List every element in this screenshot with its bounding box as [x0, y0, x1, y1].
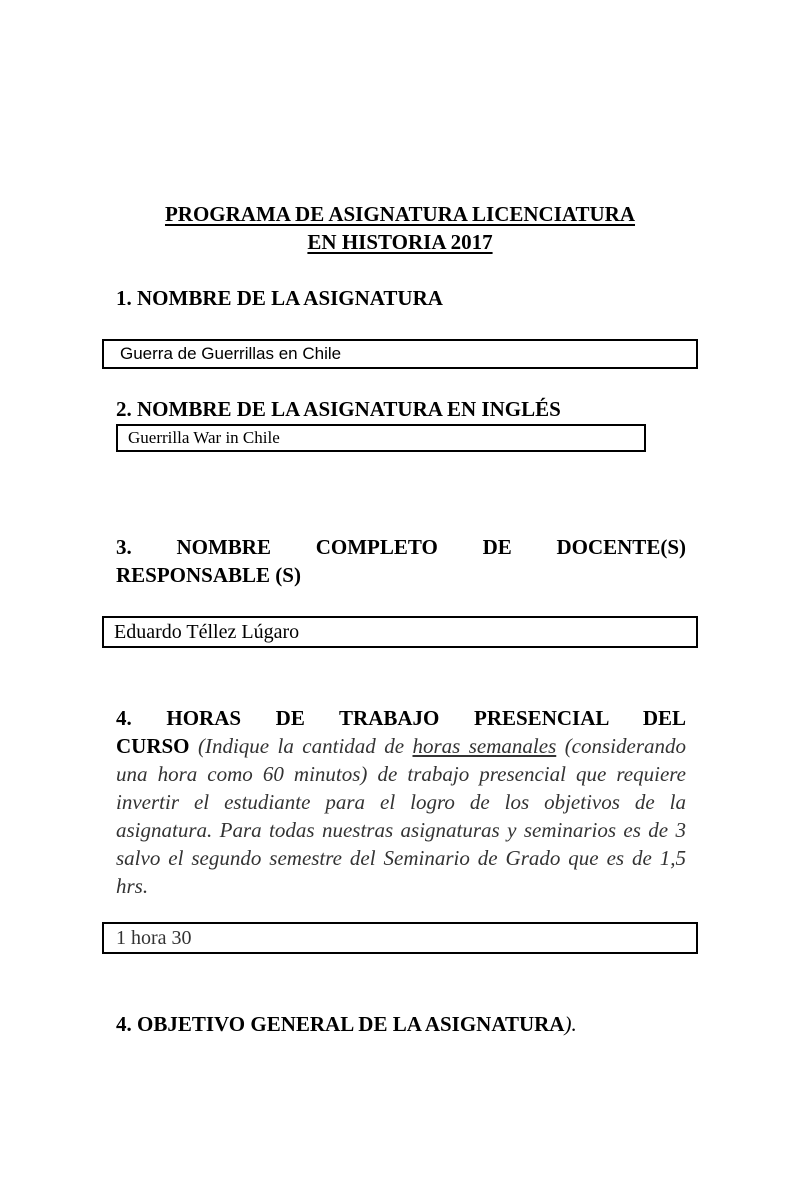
section-4-block: [116, 704, 686, 900]
section-3-heading-line-1: 3. NOMBRE COMPLETO DE DOCENTE(S): [116, 535, 686, 559]
title-line-2: EN HISTORIA 2017: [307, 230, 493, 254]
section-3-heading-line-2: RESPONSABLE (S): [116, 563, 301, 587]
title-line-1: PROGRAMA DE ASIGNATURA LICENCIATURA: [164, 202, 636, 226]
section-5-heading: [116, 1010, 577, 1038]
instructor-name-field: Eduardo Téllez Lúgaro: [102, 616, 698, 648]
section-4-heading-lead: CURSO: [116, 734, 190, 758]
section-5-heading-text: 4. OBJETIVO GENERAL DE LA ASIGNATURA: [116, 1012, 565, 1036]
section-1-heading: 1. NOMBRE DE LA ASIGNATURA: [116, 286, 443, 310]
section-4-note-after: (considerando una hora como 60 minutos) de trabajo presencial que requiere invertir el estudiante para el logro de los objetivos de la asignatura. Para todas nuestras asignaturas y seminarios es de 3 salvo el segundo semestre del Seminario de Grado que es de 1,5 hrs.: [116, 734, 687, 898]
document-title: [100, 200, 700, 256]
section-4-heading-line-1: 4. HORAS DE TRABAJO PRESENCIAL DEL: [116, 706, 686, 730]
section-4-note-before: (Indique la cantidad de: [197, 734, 405, 758]
course-name-english-field: Guerrilla War in Chile: [116, 424, 646, 452]
weekly-hours-field: 1 hora 30: [102, 922, 698, 954]
course-name-field: Guerra de Guerrillas en Chile: [102, 339, 698, 369]
section-4-note-underlined: horas semanales: [412, 734, 557, 758]
section-5-heading-tail: ).: [564, 1012, 577, 1036]
section-2-heading: 2. NOMBRE DE LA ASIGNATURA EN INGLÉS: [116, 397, 561, 421]
